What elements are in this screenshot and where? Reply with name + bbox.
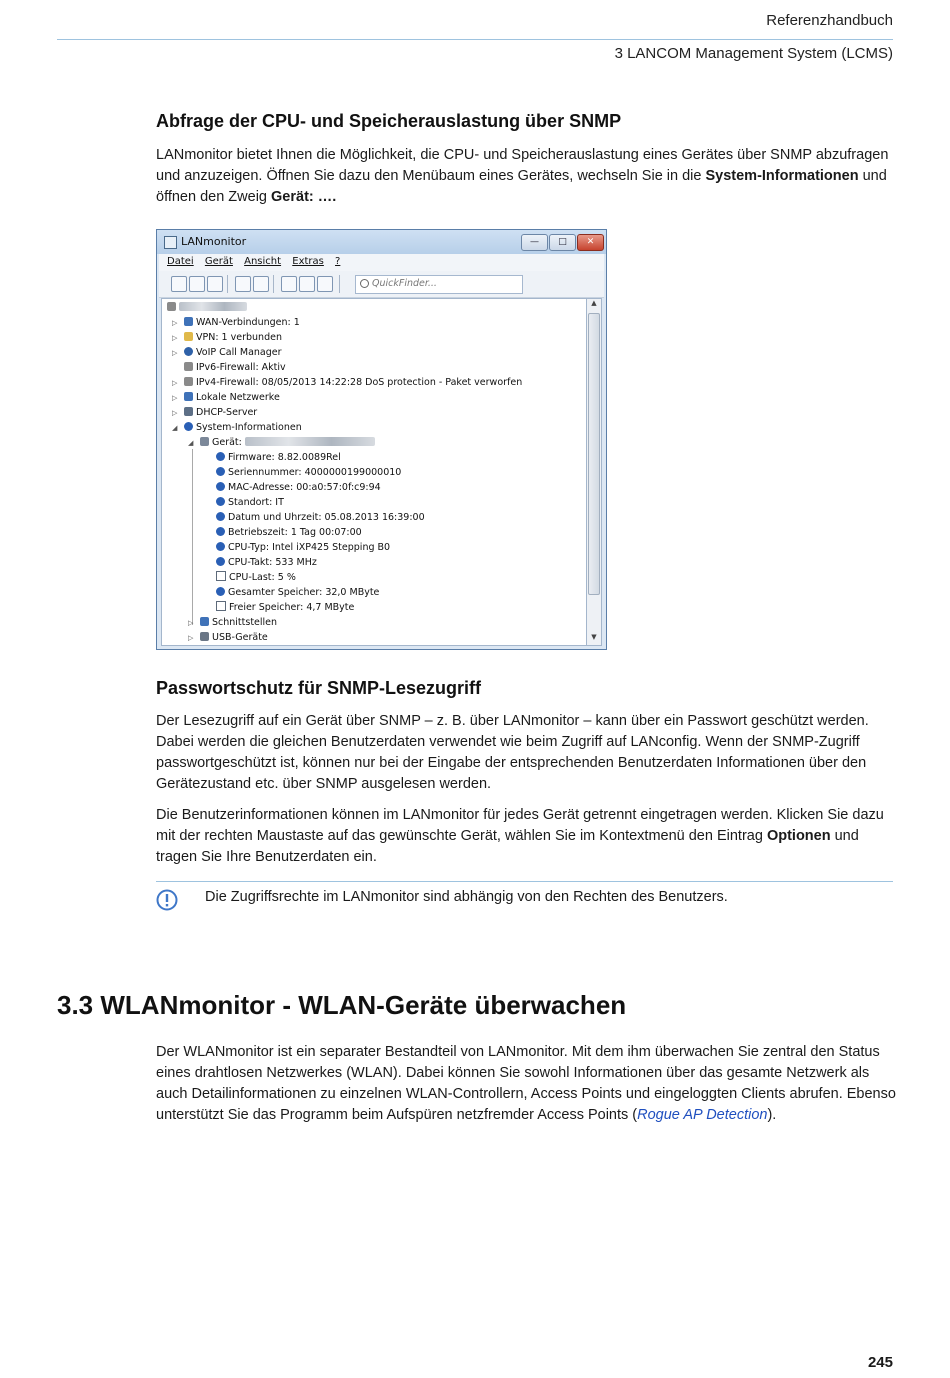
header-rule	[57, 39, 893, 40]
tree-item-location[interactable]: Standort: IT	[216, 495, 284, 510]
monitor-icon[interactable]	[281, 276, 297, 292]
info-icon	[216, 557, 225, 566]
expand-icon[interactable]: ▷	[188, 619, 194, 627]
minimize-button[interactable]: —	[521, 234, 548, 251]
tree-item-usb[interactable]: USB-Geräte	[200, 630, 268, 645]
note-text: Die Zugriffsrechte im LANmonitor sind abhängig von den Rechten des Benutzers.	[205, 889, 728, 905]
device-icon	[200, 437, 209, 446]
tree-item-uptime[interactable]: Betriebszeit: 1 Tag 00:07:00	[216, 525, 362, 540]
page-number: 245	[867, 1354, 893, 1371]
section-heading-snmp-cpu: Abfrage der CPU- und Speicherauslastung über SNMP	[156, 111, 622, 131]
redacted-device-name	[179, 302, 247, 311]
firewall-icon	[184, 362, 193, 371]
menu-ansicht[interactable]: Ansicht	[244, 256, 282, 267]
save-icon[interactable]	[317, 276, 333, 292]
expand-icon[interactable]: ▷	[172, 334, 178, 342]
expand-icon[interactable]: ▷	[172, 349, 178, 357]
device-tree	[161, 298, 590, 646]
section-snmp-cpu-paragraph: LANmonitor bietet Ihnen die Möglichkeit, die CPU- und Speicherauslastung eines Gerätes über SNMP abzufragen und anzuzeigen. Öffnen Sie dazu den Menübaum eines Gerätes, wechseln Sie in die System-Informationen und öffnen den Zweig Gerät: ….	[156, 147, 889, 205]
chart-icon	[216, 601, 226, 611]
info-icon	[216, 467, 225, 476]
quickfinder-input[interactable]: QuickFinder...	[355, 275, 523, 294]
window-titlebar	[157, 230, 606, 254]
info-icon	[216, 497, 225, 506]
info-icon	[216, 587, 225, 596]
window-title: LANmonitor	[181, 235, 247, 248]
tree-scrollbar[interactable]	[586, 298, 602, 646]
wan-icon	[184, 317, 193, 326]
info-icon	[216, 527, 225, 536]
connect-icon[interactable]	[171, 276, 187, 292]
scroll-down-icon[interactable]: ▼	[591, 633, 597, 641]
tree-item-ipv6-firewall[interactable]: IPv6-Firewall: Aktiv	[184, 360, 286, 375]
menu-extras[interactable]: Extras	[292, 256, 324, 267]
tree-item-ipv4-firewall[interactable]: IPv4-Firewall: 08/05/2013 14:22:28 DoS protection - Paket verworfen	[184, 375, 522, 390]
tree-item-lan[interactable]: Lokale Netzwerke	[184, 390, 280, 405]
rogue-ap-link[interactable]: Rogue AP Detection	[637, 1107, 768, 1123]
collapse-icon[interactable]: ◢	[188, 439, 194, 447]
tree-item-voip[interactable]: VoIP Call Manager	[184, 345, 282, 360]
tree-item-cpu-type[interactable]: CPU-Typ: Intel iXP425 Stepping B0	[216, 540, 390, 555]
tree-item-cpu-load[interactable]: CPU-Last: 5 %	[216, 570, 296, 585]
info-icon	[216, 542, 225, 551]
tree-item-system-info[interactable]: System-Informationen	[184, 420, 302, 435]
phone-icon	[184, 347, 193, 356]
maximize-button[interactable]: □	[549, 234, 576, 251]
search-icon	[360, 279, 369, 288]
info-icon	[216, 452, 225, 461]
tree-item-firmware[interactable]: Firmware: 8.82.0089Rel	[216, 450, 341, 465]
toolbar	[159, 271, 604, 298]
usb-icon	[200, 632, 209, 641]
expand-icon[interactable]: ▷	[172, 379, 178, 387]
menu-geraet[interactable]: Gerät	[204, 256, 233, 267]
scroll-up-icon[interactable]: ▲	[591, 299, 597, 307]
tree-item-dhcp[interactable]: DHCP-Server	[184, 405, 257, 420]
redacted-device-info	[245, 437, 375, 446]
info-icon	[216, 512, 225, 521]
server-icon	[184, 407, 193, 416]
expand-icon[interactable]: ▷	[172, 409, 178, 417]
tree-item-free-memory[interactable]: Freier Speicher: 4,7 MByte	[216, 600, 354, 615]
section-heading-snmp-password: Passwortschutz für SNMP-Lesezugriff	[156, 678, 482, 698]
tree-item-cpu-clock[interactable]: CPU-Takt: 533 MHz	[216, 555, 317, 570]
menu-datei[interactable]: Datei	[167, 256, 194, 267]
interfaces-icon	[200, 617, 209, 626]
tree-root-device[interactable]	[167, 300, 247, 315]
chapter-heading: 3.3 WLANmonitor - WLAN-Geräte überwachen	[57, 990, 627, 1020]
section-snmp-password-paragraph-1: Der Lesezugriff auf ein Gerät über SNMP – z. B. über LANmonitor – kann über ein Passwort geschützt werden. Dabei werden die gleichen Benutzerdaten verwendet wie beim Zugriff auf LANconfig. Wenn der SNMP-Zugriff passwortgeschützt ist, können nur bei der Eingabe der entsprechenden Benutzerdaten Informationen über den Gerätezustand etc. über SNMP ausgelesen werden.	[156, 713, 869, 792]
tree-item-serial[interactable]: Seriennummer: 4000000199000010	[216, 465, 401, 480]
router-icon	[167, 302, 176, 311]
tree-item-interfaces[interactable]: Schnittstellen	[200, 615, 277, 630]
tree-item-device[interactable]: Gerät:	[200, 435, 375, 450]
note-rule	[156, 881, 893, 882]
close-button[interactable]: ✕	[577, 234, 604, 251]
lock-icon	[184, 332, 193, 341]
expand-icon[interactable]: ▷	[172, 394, 178, 402]
menu-help[interactable]: ?	[335, 256, 341, 267]
scroll-thumb[interactable]	[588, 313, 600, 595]
network-icon	[184, 392, 193, 401]
chart-icon	[216, 571, 226, 581]
info-icon	[184, 422, 193, 431]
view-icon[interactable]	[235, 276, 251, 292]
menu-bar	[159, 254, 604, 271]
log-icon[interactable]	[253, 276, 269, 292]
firewall-icon	[184, 377, 193, 386]
expand-icon[interactable]: ▷	[172, 319, 178, 327]
expand-icon[interactable]: ▷	[188, 634, 194, 642]
chapter-paragraph: Der WLANmonitor ist ein separater Bestandteil von LANmonitor. Mit dem ihm überwachen Sie zentral den Status eines drahtlosen Netzwerkes (WLAN). Dabei können Sie sowohl Informationen über das gesamte Netzwerk als auch Detailinformationen zu einzelnen WLAN-Controllern, Access Points und eingeloggten Clients abrufen. Ebenso unterstützt Sie das Programm beim Aufspüren netzfremder Access Points (Rogue AP Detection).	[156, 1044, 896, 1123]
info-icon	[216, 482, 225, 491]
tree-item-total-memory[interactable]: Gesamter Speicher: 32,0 MByte	[216, 585, 379, 600]
delete-icon[interactable]	[207, 276, 223, 292]
running-header-chapter: 3 LANCOM Management System (LCMS)	[614, 45, 893, 62]
collapse-icon[interactable]: ◢	[172, 424, 178, 432]
section-snmp-password-paragraph-2: Die Benutzerinformationen können im LANmonitor für jedes Gerät getrennt eingetragen werden. Klicken Sie dazu mit der rechten Maustaste auf das gewünschte Gerät, wählen Sie im Kontextmenü den Eintrag Optionen und tragen Sie Ihre Benutzerdaten ein.	[156, 807, 884, 865]
running-header-title: Referenzhandbuch	[766, 12, 893, 29]
disconnect-icon[interactable]	[189, 276, 205, 292]
tree-item-datetime[interactable]: Datum und Uhrzeit: 05.08.2013 16:39:00	[216, 510, 425, 525]
lanmonitor-screenshot	[156, 229, 607, 650]
tree-item-mac[interactable]: MAC-Adresse: 00:a0:57:0f:c9:94	[216, 480, 381, 495]
warning-icon	[156, 889, 178, 911]
tree-item-vpn[interactable]: VPN: 1 verbunden	[184, 330, 282, 345]
app-icon	[164, 236, 177, 249]
grid-icon[interactable]	[299, 276, 315, 292]
tree-item-wan[interactable]: WAN-Verbindungen: 1	[184, 315, 300, 330]
